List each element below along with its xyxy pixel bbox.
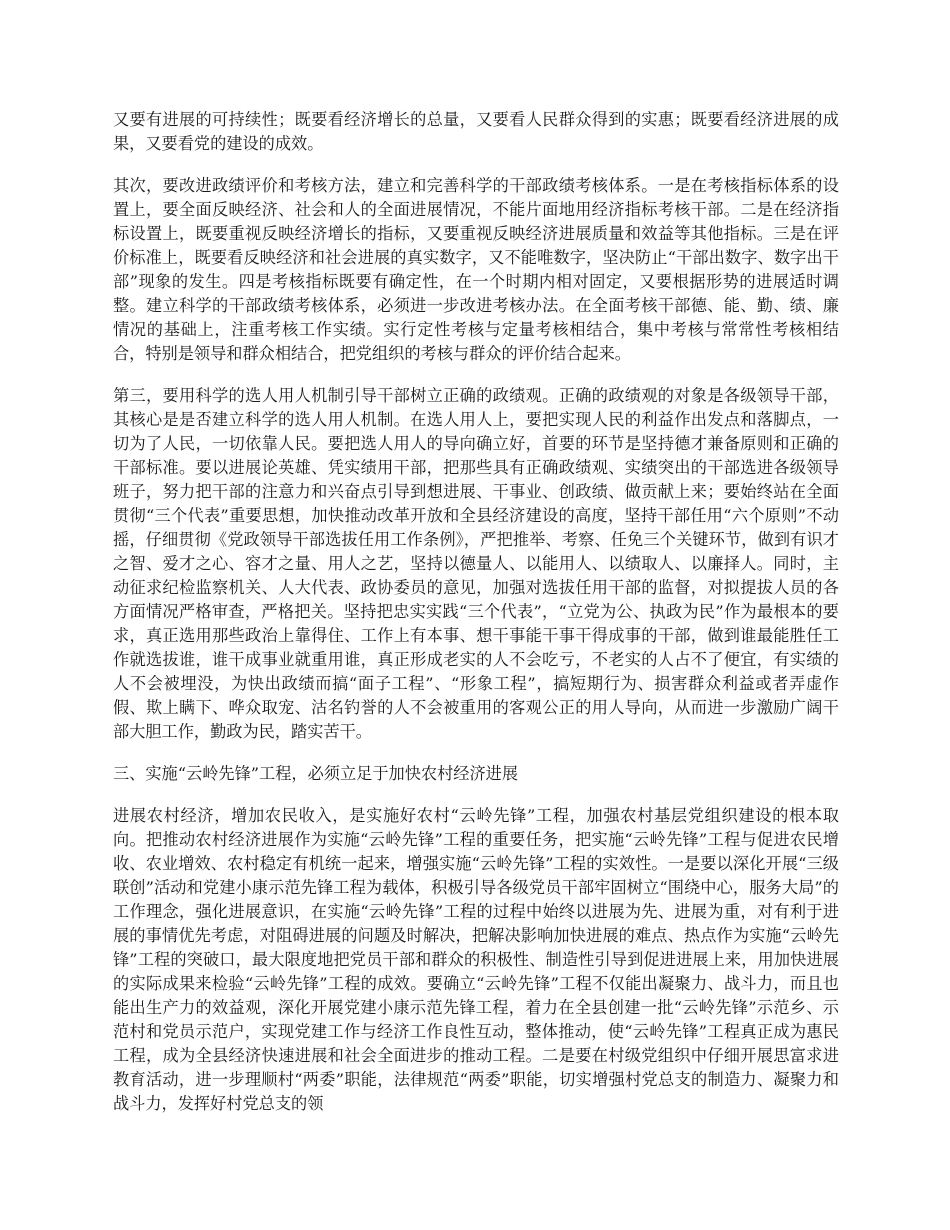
document-body bbox=[113, 108, 839, 1134]
paragraph-section-body: 进展农村经济，增加农民收入，是实施好农村“云岭先锋”工程，加强农村基层党组织建设的根本取向。把推动农村经济进展作为实施“云岭先锋”工程的重要任务，把实施“云岭先锋”工程与促进农民增收、农业增效、农村稳定有机统一起来，增强实施“云岭先锋”工程的实效性。一是要以深化开展“三级联创”活动和党建小康示范先锋工程为载体，积极引导各级党员干部牢固树立“围绕中心，服务大局”的工作理念，强化进展意识，在实施“云岭先锋”工程的过程中始终以进展为先、进展为重，对有利于进展的事情优先考虑，对阻碍进展的问题及时解决，把解决影响加快进展的难点、热点作为实施“云岭先锋”工程的突破口，最大限度地把党员干部和群众的积极性、制造性引导到促进进展上来，用加快进展的实际成果来检验“云岭先锋”工程的成效。要确立“云岭先锋”工程不仅能出凝聚力、战斗力，而且也能出生产力的效益观，深化开展党建小康示范先锋工程，着力在全县创建一批“云岭先锋”示范乡、示范村和党员示范户，实现党建工作与经济工作良性互动，整体推动，使“云岭先锋”工程真正成为惠民工程，成为全县经济快速进展和社会全面进步的推动工程。二是要在村级党组织中仔细开展思富求进教育活动，进一步理顺村“两委”职能，法律规范“两委”职能，切实增强村党总支的制造力、凝聚力和战斗力，发挥好村党总支的领 bbox=[113, 806, 839, 1113]
paragraph-intro-continuation: 又要有进展的可持续性；既要看经济增长的总量，又要看人民群众得到的实惠；既要看经济进展的成果，又要看党的建设的成效。 bbox=[113, 110, 839, 153]
section-heading: 三、实施“云岭先锋”工程，必须立足于加快农村经济进展 bbox=[113, 764, 519, 783]
paragraph-second: 其次，要改进政绩评价和考核方法，建立和完善科学的干部政绩考核体系。一是在考核指标体系的设置上，要全面反映经济、社会和人的全面进展情况，不能片面地用经济指标考核干部。二是在经济指标设置上，既要重视反映经济增长的指标，又要重视反映经济进展质量和效益等其他指标。三是在评价标准上，既要看反映经济和社会进展的真实数字，又不能唯数字，坚决防止“干部出数字、数字出干部”现象的发生。四是考核指标既要有确定性，在一个时期内相对固定，又要根据形势的进展适时调整。建立科学的干部政绩考核体系，必须进一步改进考核办法。在全面考核干部德、能、勤、绩、廉情况的基础上，注重考核工作实绩。实行定性考核与定量考核相结合，集中考核与常常性考核相结合，特别是领导和群众相结合，把党组织的考核与群众的评价结合起来。 bbox=[113, 176, 839, 363]
paragraph-third: 第三，要用科学的选人用人机制引导干部树立正确的政绩观。正确的政绩观的对象是各级领导干部，其核心是是否建立科学的选人用人机制。在选人用人上，要把实现人民的利益作出发点和落脚点，一切为了人民，一切依靠人民。要把选人用人的导向确立好，首要的环节是坚持德才兼备原则和正确的干部标准。要以进展论英雄、凭实绩用干部，把那些具有正确政绩观、实绩突出的干部选进各级领导班子，努力把干部的注意力和兴奋点引导到想进展、干事业、创政绩、做贡献上来；要始终站在全面贯彻“三个代表”重要思想，加快推动改革开放和全县经济建设的高度，坚持干部任用“六个原则”不动摇，仔细贯彻《党政领导干部选拔任用工作条例》，严把推举、考察、任免三个关键环节，做到有识才之智、爱才之心、容才之量、用人之艺，坚持以德量人、以能用人、以绩取人、以廉择人。同时，主动征求纪检监察机关、人大代表、政协委员的意见，加强对选拔任用干部的监督，对拟提拔人员的各方面情况严格审查，严格把关。坚持把忠实实践“三个代表”，“立党为公、执政为民”作为最根本的要求，真正选用那些政治上靠得住、工作上有本事、想干事能干事干得成事的干部，做到谁最能胜任工作就选拔谁，谁干成事业就重用谁，真正形成老实的人不会吃亏，不老实的人占不了便宜，有实绩的人不会被埋没，为快出政绩而搞“面子工程”、“形象工程”，搞短期行为、损害群众利益或者弄虚作假、欺上瞒下、哗众取宠、沽名钓誉的人不会被重用的客观公正的用人导向，从而进一步激励广阔干部大胆工作，勤政为民，踏实苦干。 bbox=[113, 386, 839, 741]
